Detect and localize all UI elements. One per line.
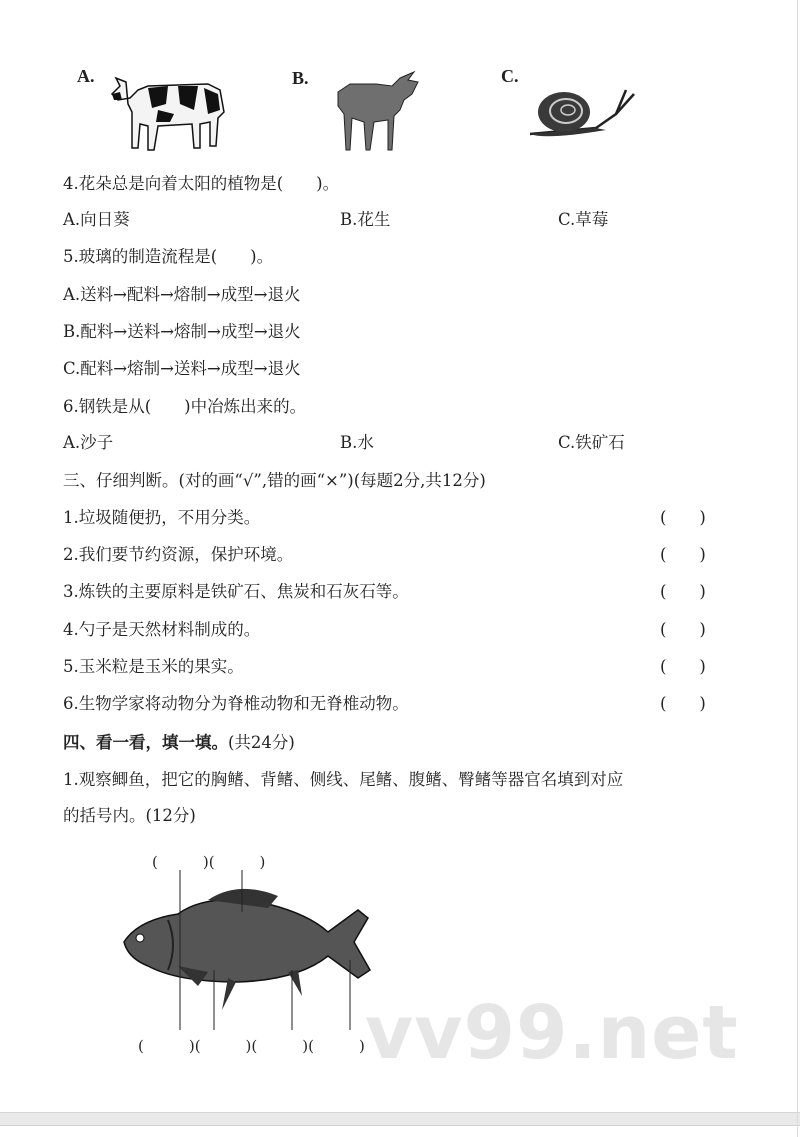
section4-title-points: (共24分) [228,733,295,752]
fish-image [118,870,378,1035]
section4-title [63,732,295,754]
judge-item-1: 1.垃圾随便扔，不用分类。 [63,508,261,527]
judge-item-2: 2.我们要节约资源，保护环境。 [63,545,294,564]
q4-option-b: B.花生 [340,210,391,229]
answer-bracket-2: ( ) [660,545,706,564]
q6-option-c: C.铁矿石 [558,433,625,452]
judge-item-6: 6.生物学家将动物分为脊椎动物和无脊椎动物。 [63,694,409,713]
q4-option-a: A.向日葵 [63,210,130,229]
page-divider [0,1112,800,1126]
page-edge [797,0,798,1137]
q5-stem: 5.玻璃的制造流程是( )。 [63,247,274,266]
answer-bracket-5: ( ) [660,657,706,676]
section4-title-bold: 四、看一看，填一填。 [63,733,228,752]
section4-q1-line2: 的括号内。(12分) [63,806,196,825]
judge-item-5: 5.玉米粒是玉米的果实。 [63,657,244,676]
q6-option-b: B.水 [340,433,374,452]
cow-image [108,64,230,154]
answer-bracket-6: ( ) [660,694,706,713]
q5-option-a: A.送料→配料→熔制→成型→退火 [63,285,301,304]
judge-item-3: 3.炼铁的主要原料是铁矿石、焦炭和石灰石等。 [63,582,409,601]
answer-bracket-3: ( ) [660,582,706,601]
q4-stem: 4.花朵总是向着太阳的植物是( )。 [63,174,340,193]
judge-item-4: 4.勺子是天然材料制成的。 [63,620,261,639]
watermark: vv99.net [365,990,739,1076]
q4-option-c: C.草莓 [558,210,609,229]
fish-top-brackets: ( )( ) [152,853,266,871]
q6-stem: 6.钢铁是从( )中冶炼出来的。 [63,397,307,416]
option-c-label: C. [501,66,519,86]
q6-option-a: A.沙子 [63,433,114,452]
fish-bottom-brackets: ( )( )( )( ) [138,1037,365,1055]
answer-bracket-1: ( ) [660,508,706,527]
q5-option-c: C.配料→熔制→送料→成型→退火 [63,359,301,378]
sheep-image [330,70,422,154]
section3-title: 三、仔细判断。(对的画“√”,错的画“×”)(每题2分,共12分) [63,471,486,490]
answer-bracket-4: ( ) [660,620,706,639]
option-b-label: B. [292,68,309,88]
section4-q1-line1: 1.观察鲫鱼，把它的胸鳍、背鳍、侧线、尾鳍、腹鳍、臀鳍等器官名填到对应 [63,770,624,789]
option-a-label: A. [77,66,95,86]
q5-option-b: B.配料→送料→熔制→成型→退火 [63,322,301,341]
snail-image [526,84,640,140]
